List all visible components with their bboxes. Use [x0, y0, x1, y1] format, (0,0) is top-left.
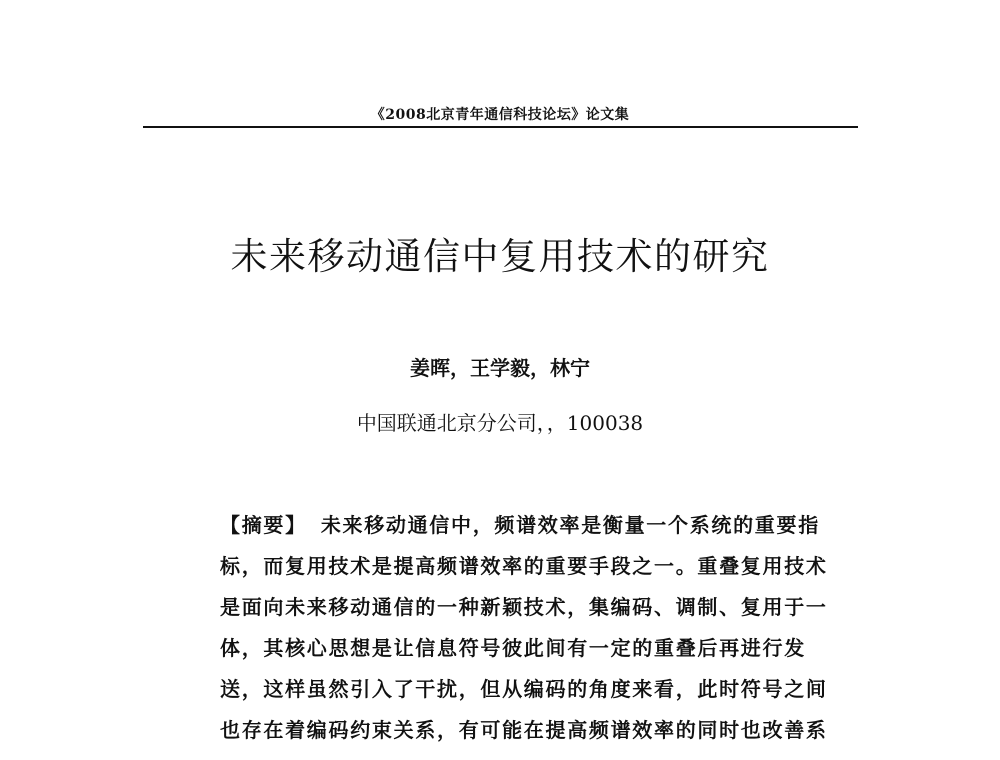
- abstract-line: 是面向未来移动通信的一种新颖技术，集编码、调制、复用于一: [220, 595, 828, 619]
- abstract-line: 送，这样虽然引入了干扰，但从编码的角度来看，此时符号之间: [220, 677, 828, 701]
- paper-title: 未来移动通信中复用技术的研究: [230, 235, 770, 278]
- running-header: 《2008北京青年通信科技论坛》论文集: [370, 107, 630, 123]
- abstract-line: 标，而复用技术是提高频谱效率的重要手段之一。重叠复用技术: [220, 554, 828, 578]
- authors: 姜晖，王学毅，林宁: [410, 356, 590, 380]
- abstract-text: 未来移动通信中，频谱效率是衡量一个系统的重要指: [320, 513, 820, 537]
- abstract-label: 【摘要】: [220, 513, 307, 537]
- abstract-line: [220, 511, 820, 552]
- abstract-line: 体，其核心思想是让信息符号彼此间有一定的重叠后再进行发: [220, 636, 806, 660]
- header-rule: [143, 126, 858, 128]
- affiliation: 中国联通北京分公司，，100038: [356, 411, 644, 435]
- abstract: [220, 511, 828, 757]
- abstract-line: 也存在着编码约束关系，有可能在提高频谱效率的同时也改善系: [220, 718, 828, 742]
